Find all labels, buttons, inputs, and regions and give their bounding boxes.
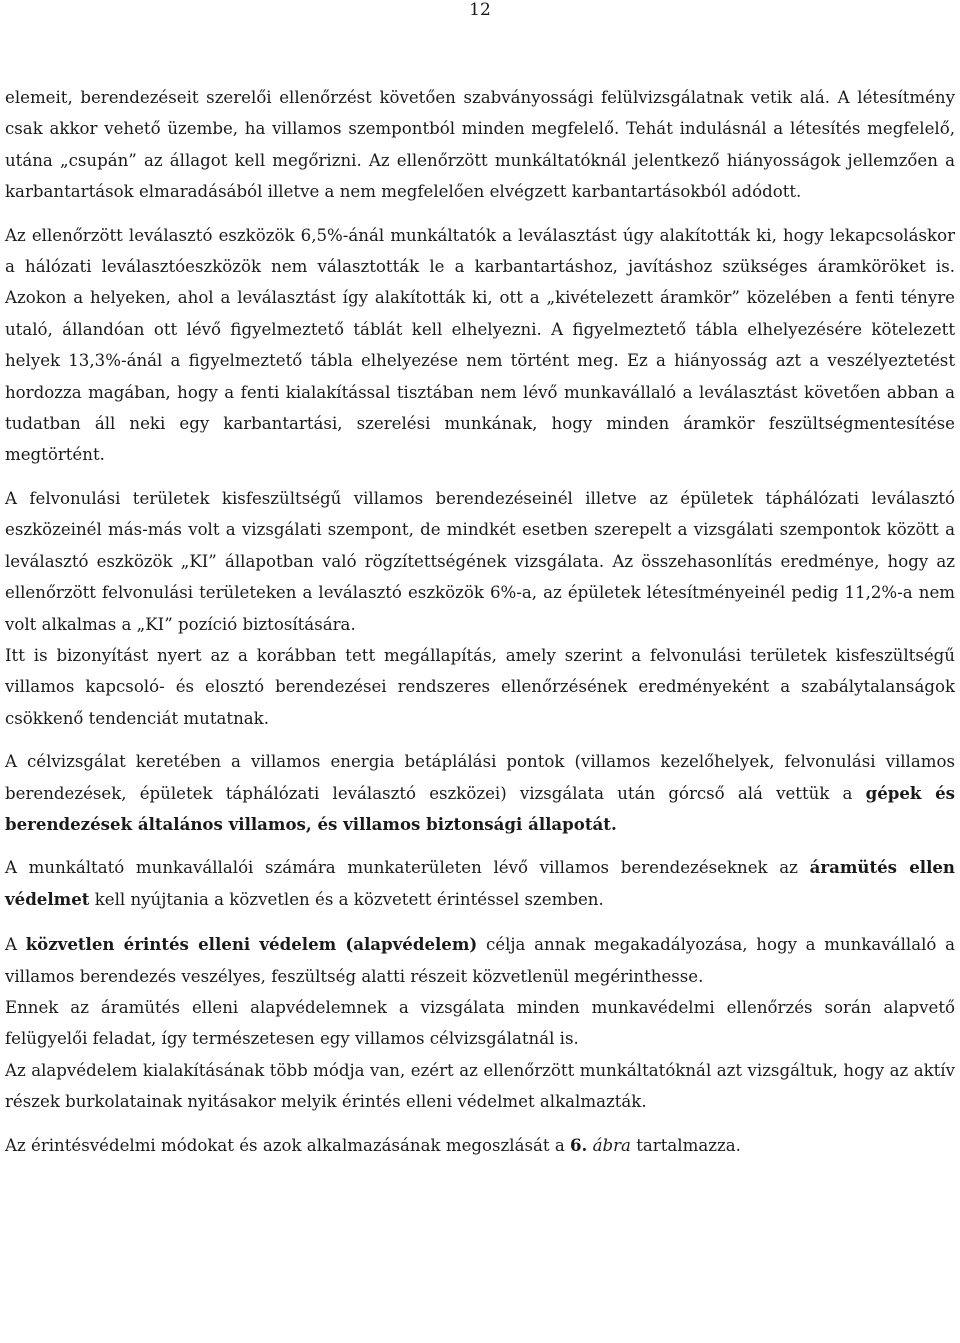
figure-ref-number: 6.: [570, 1134, 588, 1155]
paragraph-6: [5, 852, 955, 915]
paragraph-5-text: A célvizsgálat keretében a villamos energia betáplálási pontok (villamos kezelőhelyek, felvonulási villamos berendezések, épületek táphálózati leválasztó eszközei) vizsgálata után górcső alá vettük a: [5, 752, 955, 803]
paragraph-2: Az ellenőrzött leválasztó eszközök 6,5%-ánál munkáltatók a leválasztást úgy alakították ki, hogy lekapcsoláskor a hálózati leválasztóeszközök nem választották le a karbantartáshoz, javításhoz szükséges áramköröket is. Azokon a helyeken, ahol a leválasztást így alakították ki, ott a „kivételezett áramkör” közelében a fenti tényre utaló, állandóan ott lévő figyelmeztető táblát kell elhelyezni. A figyelmeztető tábla elhelyezésére kötelezett helyek 13,3%-ánál a figyelmeztető tábla elhelyezése nem történt meg. Ez a hiányosság azt a veszélyeztetést hordozza magában, hogy a fenti kialakítással tisztában nem lévő munkavállaló a leválasztást követően abban a tudatban áll neki egy karbantartási, szerelési munkának, hogy minden áramkör feszültségmentesítése megtörtént.: [5, 225, 955, 465]
paragraph-7-text: A: [5, 935, 26, 955]
document-body: [5, 82, 955, 1161]
paragraph-9: Az alapvédelem kialakításának több módja van, ezért az ellenőrzött munkáltatóknál azt vizsgáltuk, hogy az aktív részek burkolatainak nyitásakor melyik érintés elleni védelmet alkalmazták.: [5, 1060, 955, 1112]
paragraph-5: [5, 746, 955, 840]
paragraph-3: A felvonulási területek kisfeszültségű villamos berendezéseinél illetve az épületek táphálózati leválasztó eszközeinél más-más volt a vizsgálati szempont, de mindkét esetben szerepelt a vizsgálati szempontok között a leválasztó eszközök „KI” állapotban való rögzítettségének vizsgálata. Az összehasonlítás eredménye, hogy az ellenőrzött felvonulási területeken a leválasztó eszközök 6%-a, az épületek létesítményeinél pedig 11,2%-a nem volt alkalmas a „KI” pozíció biztosítására.: [5, 488, 955, 634]
paragraph-10-text: Az érintésvédelmi módokat és azok alkalmazásának megoszlását a: [5, 1135, 570, 1155]
paragraph-1: elemeit, berendezéseit szerelői ellenőrzést követően szabványossági felülvizsgálatnak vetik alá. A létesítmény csak akkor vehető üzembe, ha villamos szempontból minden megfelelő. Tehát indulásnál a létesítés megfelelő, utána „csupán” az állagot kell megőrizni. Az ellenőrzött munkáltatóknál jelentkező hiányosságok jellemzően a karbantartások elmaradásából illetve a nem megfelelően elvégzett karbantartásokból adódott.: [5, 88, 955, 202]
paragraph-6-text: A munkáltató munkavállalói számára munkaterületen lévő villamos berendezéseknek az: [5, 858, 810, 878]
paragraph-7: [5, 929, 955, 992]
paragraph-6-bold: áramütés ellen védelmet: [5, 857, 955, 909]
paragraph-10-text-end: tartalmazza.: [630, 1135, 741, 1155]
paragraph-6-text-end: kell nyújtania a közvetlen és a közvetett érintéssel szemben.: [89, 889, 604, 909]
paragraph-10: [5, 1130, 955, 1161]
page-number: 12: [469, 0, 491, 20]
paragraph-7-text-end: célja annak megakadályozása, hogy a munkavállaló a villamos berendezés veszélyes, feszültség alatti részeit közvetlenül megérinthesse.: [5, 935, 955, 986]
paragraph-5-bold: gépek és berendezések általános villamos, és villamos biztonsági állapotát.: [5, 782, 955, 834]
paragraph-8: Ennek az áramütés elleni alapvédelemnek a vizsgálata minden munkavédelmi ellenőrzés során alapvető felügyelői feladat, így természetesen egy villamos célvizsgálatnál is.: [5, 997, 955, 1049]
figure-ref-word: ábra: [587, 1135, 631, 1155]
paragraph-4: Itt is bizonyítást nyert az a korábban tett megállapítás, amely szerint a felvonulási területek kisfeszültségű villamos kapcsoló- és elosztó berendezései rendszeres ellenőrzésének eredményeként a szabálytalanságok csökkenő tendenciát mutatnak.: [5, 645, 955, 728]
paragraph-7-bold: közvetlen érintés elleni védelem (alapvédelem): [25, 934, 478, 955]
